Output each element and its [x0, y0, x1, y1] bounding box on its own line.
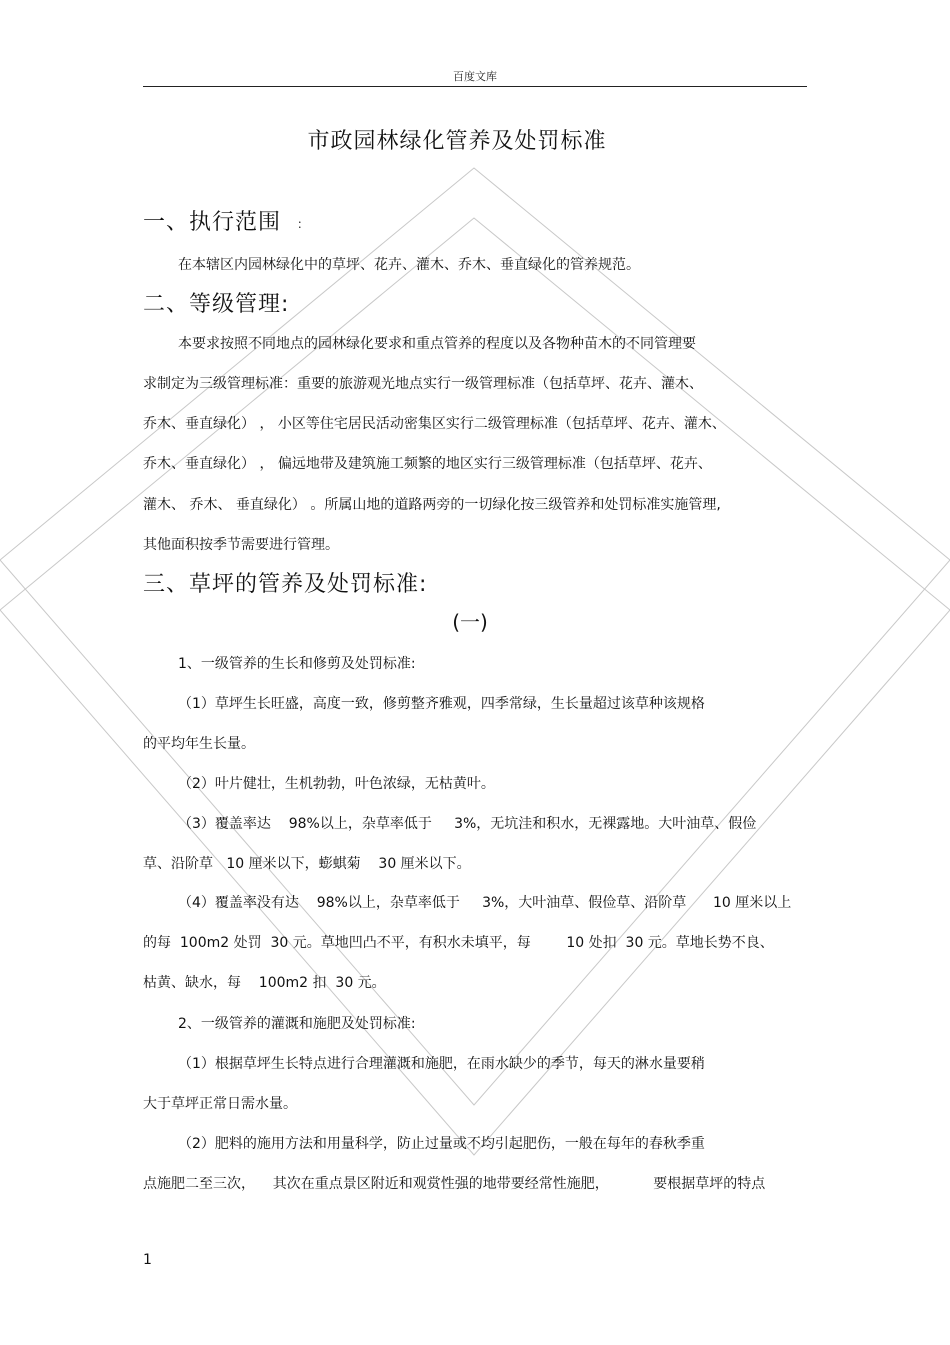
- paragraph-line: （3）覆盖率达 98%以上，杂草率低于 3%，无坑洼和积水，无裸露地。大叶油草、假俭: [178, 816, 757, 832]
- section-heading-3: 三、草坪的管养及处罚标准:: [143, 572, 428, 597]
- paragraph-line: 大于草坪正常日需水量。: [143, 1096, 297, 1112]
- paragraph-line: 的平均年生长量。: [143, 736, 255, 752]
- paragraph-line: 其他面积按季节需要进行管理。: [143, 537, 339, 553]
- paragraph-line: 乔木、垂直绿化） ， 小区等住宅居民活动密集区实行二级管理标准（包括草坪、花卉、灌木、: [143, 416, 726, 432]
- section-heading-1-colon: ：: [297, 216, 311, 231]
- paragraph-line: 灌木、 乔木、 垂直绿化） 。所属山地的道路两旁的一切绿化按三级管养和处罚标准实施管理,: [143, 497, 721, 513]
- paragraph-line: 2、一级管养的灌溉和施肥及处罚标准:: [178, 1016, 416, 1032]
- paragraph-line: （1）草坪生长旺盛，高度一致，修剪整齐雅观，四季常绿，生长量超过该草种该规格: [178, 696, 705, 712]
- paragraph: 在本辖区内园林绿化中的草坪、花卉、灌木、乔木、垂直绿化的管养规范。: [178, 257, 640, 273]
- paragraph-line: 求制定为三级管理标准：重要的旅游观光地点实行一级管理标准（包括草坪、花卉、灌木、: [143, 376, 703, 392]
- page-header: 百度文库: [453, 70, 497, 83]
- paragraph-line: （2）肥料的施用方法和用量科学，防止过量或不均引起肥伤，一般在每年的春秋季重: [178, 1136, 705, 1152]
- document-title: 市政园林绿化管养及处罚标准: [307, 129, 607, 154]
- section-heading-1: [143, 205, 310, 236]
- section-heading-1-text: 一、执行范围: [143, 210, 282, 235]
- header-rule: [143, 86, 807, 87]
- paragraph-line: （4）覆盖率没有达 98%以上，杂草率低于 3%，大叶油草、假俭草、沿阶草 10 厘米以上: [178, 895, 792, 911]
- subsection-label: (一): [452, 610, 488, 634]
- paragraph-line: 1、一级管养的生长和修剪及处罚标准:: [178, 656, 416, 672]
- paragraph-line: 的每 100m2 处罚 30 元。草地凹凸不平，有积水未填平，每 10 处扣 30 元。草地长势不良、: [143, 935, 774, 951]
- paragraph-line: 点施肥二至三次， 其次在重点景区附近和观赏性强的地带要经常性施肥， 要根据草坪的特点: [143, 1176, 766, 1192]
- paragraph-line: （1）根据草坪生长特点进行合理灌溉和施肥，在雨水缺少的季节，每天的淋水量要稍: [178, 1056, 705, 1072]
- paragraph-line: 乔木、垂直绿化） ， 偏远地带及建筑施工频繁的地区实行三级管理标准（包括草坪、花卉、: [143, 456, 712, 472]
- paragraph-line: 本要求按照不同地点的园林绿化要求和重点管养的程度以及各物种苗木的不同管理要: [178, 336, 696, 352]
- paragraph-line: 枯黄、缺水，每 100m2 扣 30 元。: [143, 975, 386, 991]
- paragraph-line: 草、沿阶草 10 厘米以下，蟛蜞菊 30 厘米以下。: [143, 856, 471, 872]
- section-heading-2: 二、等级管理:: [143, 292, 290, 317]
- page-number: 1: [143, 1252, 152, 1268]
- paragraph-line: （2）叶片健壮，生机勃勃，叶色浓绿，无枯黄叶。: [178, 776, 495, 792]
